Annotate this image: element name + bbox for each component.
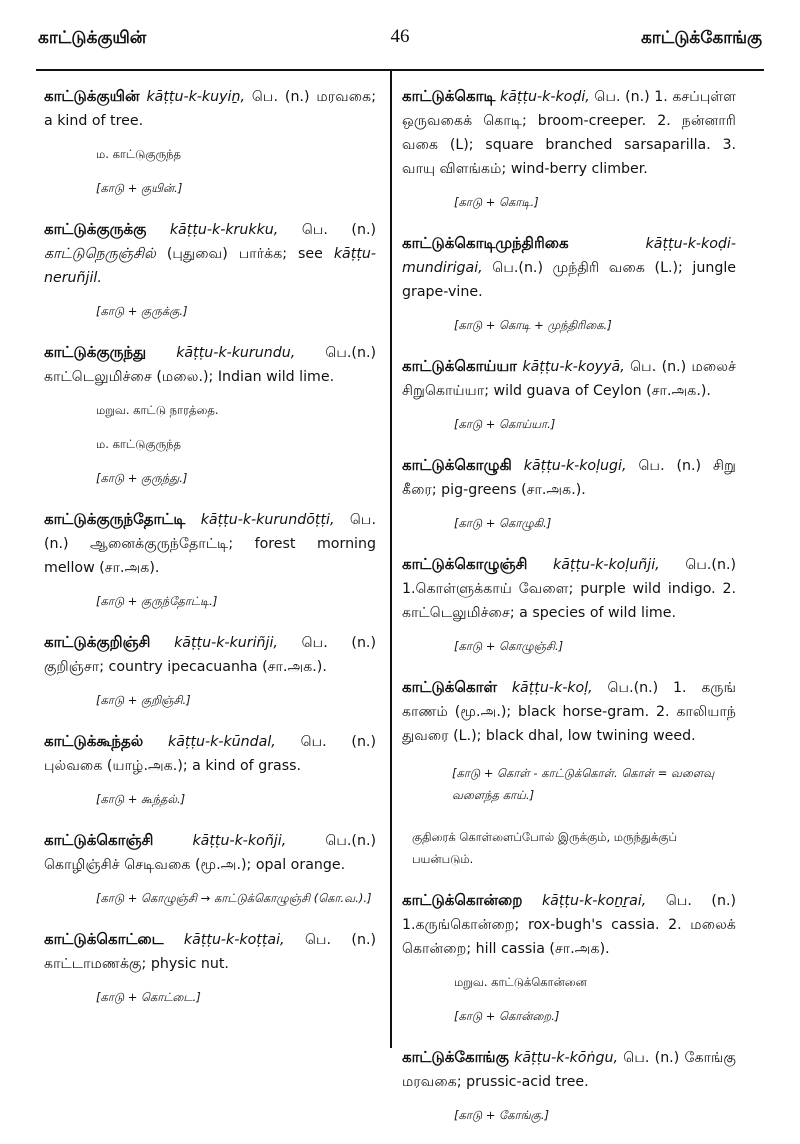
- entry-definition: பெ.(n.) முந்திரி வகை (L.); jungle grape-vine.: [402, 260, 737, 300]
- entry-definition: பெ. (n.) 1.கருங்கொன்றை; rox-bugh's cassia. 2. மலைக் கொன்றை; hill cassia (சா.அக).: [402, 893, 736, 957]
- etymology: [காடு + கொழுஞ்சி.]: [454, 639, 564, 653]
- entry: [402, 453, 736, 502]
- etymology: [காடு + கொழுகி.]: [454, 516, 552, 530]
- entry-transliteration: kāṭṭu-k-krukku,: [169, 222, 279, 238]
- entry-definition: பெ.(n.) 1. கருங் காணம் (மூ.அ.); black horse-gram. 2. காலியாந் துவரை (L.); black dhal, low twining weed.: [402, 680, 737, 744]
- etymology: [காடு + கொழுஞ்சி → காட்டுக்கொழுஞ்சி (கொ.வ.).]: [96, 891, 372, 905]
- etymology: [காடு + கொய்யா.]: [454, 417, 556, 431]
- entry-headword: காட்டுக்கூந்தல்: [44, 732, 144, 750]
- entry-transliteration: kāṭṭu-k-kuriñji,: [174, 635, 278, 651]
- entry-transliteration: kāṭṭu-k-koḷuñji,: [552, 557, 660, 573]
- entry: [44, 828, 376, 877]
- etymology: [காடு + குறிஞ்சி.]: [96, 693, 191, 707]
- entry-headword: காட்டுக்கோங்கு: [402, 1048, 509, 1066]
- entry-transliteration: kāṭṭu-k-koḷugi,: [523, 458, 627, 474]
- entry: [44, 217, 376, 290]
- entry-crossref: காட்டுநெருஞ்சில்: [44, 246, 156, 262]
- cognate-note: ம. காட்டுகுருந்த: [96, 437, 182, 451]
- entry: [44, 84, 376, 133]
- entry: [44, 927, 376, 976]
- etymology: [காடு + கொடி.]: [454, 195, 539, 209]
- page-number: 46: [390, 26, 410, 47]
- etymology: [காடு + கொன்றை.]: [454, 1009, 560, 1023]
- header-right-guideword: காட்டுக்கோங்கு: [640, 28, 762, 48]
- entry-definition: பெ. (n.) கோங்கு மரவகை; prussic-acid tree.: [402, 1050, 737, 1090]
- synonym-note: மறுவ. காட்டு நாரத்தை.: [96, 403, 219, 417]
- etymology: [காடு + கோங்கு.]: [454, 1108, 549, 1122]
- entry-headword: காட்டுக்குருக்கு: [44, 220, 147, 238]
- entry-transliteration: kāṭṭu-k-kūndal,: [167, 734, 276, 750]
- entry-headword: காட்டுக்கொடி: [402, 87, 496, 105]
- entry-transliteration: kāṭṭu-k-koḍi-mundirigai,: [402, 236, 736, 276]
- entry-definition: பெ. (n.) மலைச் சிறுகொய்யா; wild guava of Ceylon (சா.அக.).: [402, 359, 736, 399]
- entry-headword: காட்டுக்கொழுஞ்சி: [402, 555, 528, 573]
- etymology: [காடு + குயின்.]: [96, 181, 183, 195]
- entry: [402, 552, 736, 625]
- etymology: [காடு + குருக்கு.]: [96, 304, 188, 318]
- etymology: [காடு + கொள் - காட்டுக்கொள். கொள் = வளைவு வளைந்த காய்.]: [452, 766, 715, 802]
- entry: [402, 354, 736, 403]
- entry-definition: (புதுவை) பார்க்க; see: [166, 246, 323, 262]
- entry: [402, 888, 736, 961]
- etymology: [காடு + குருந்து.]: [96, 471, 188, 485]
- entry-headword: காட்டுக்கொஞ்சி: [44, 831, 154, 849]
- entry: [44, 729, 376, 778]
- cognate-note: ம. காட்டுகுருந்த: [96, 147, 182, 161]
- column-divider: [390, 71, 392, 1048]
- entry-definition: பெ. (n.) குறிஞ்சா; country ipecacuanha (சா.அக.).: [44, 635, 376, 675]
- entry-headword: காட்டுக்கொட்டை: [44, 930, 164, 948]
- entry: [44, 507, 376, 580]
- etymology: [காடு + கூந்தல்.]: [96, 792, 186, 806]
- entry-headword: காட்டுக்கொழுகி: [402, 456, 512, 474]
- entry: [402, 84, 736, 181]
- header-left-guideword: காட்டுக்குயின்: [38, 28, 147, 48]
- entry-transliteration: kāṭṭu-k-koyyā,: [522, 359, 625, 375]
- entry-definition: பெ.(n.) காட்டெலுமிச்சை (மலை.); Indian wild lime.: [44, 345, 376, 385]
- entry-headword: காட்டுக்குருந்தோட்டி: [44, 510, 186, 528]
- entry-transliteration: kāṭṭu-k-kurundōṭṭi,: [200, 512, 335, 528]
- entry-headword: காட்டுக்கொடிமுந்திரிகை: [402, 234, 569, 252]
- entry-transliteration: kāṭṭu-k-koñji,: [192, 833, 287, 849]
- entry-definition: பெ. (n.) மரவகை; a kind of tree.: [44, 89, 376, 129]
- entry-crossref-transliteration: kāṭṭu-neruñjil.: [44, 246, 376, 286]
- etymology: [காடு + கொடி + முந்திரிகை.]: [454, 318, 612, 332]
- entry-definition: பெ. (n.) புல்வகை (யாழ்.அக.); a kind of grass.: [44, 734, 376, 774]
- entry-definition: பெ. (n.): [301, 222, 376, 238]
- entry-definition: பெ. (n.) 1. கசப்புள்ள ஒருவகைக் கொடி; broom-creeper. 2. நன்னாரி வகை (L); square branched sarsaparilla. 3. வாயு விளங்கம்; wind-berry climber.: [402, 89, 736, 177]
- entry-definition: பெ.(n.) ஆனைக்குருந்தோட்டி; forest morning mellow (சா.அக).: [44, 512, 377, 576]
- entry-transliteration: kāṭṭu-k-kurundu,: [176, 345, 296, 361]
- entry-definition: பெ.(n.) 1.கொள்ளுக்காய் வேளை; purple wild indigo. 2. காட்டெலுமிச்சை; a species of wild lime.: [402, 557, 736, 621]
- entry-headword: காட்டுக்கொன்றை: [402, 891, 523, 909]
- entry-headword: காட்டுக்கொள்: [402, 678, 497, 696]
- entry-definition: பெ. (n.) சிறு கீரை; pig-greens (சா.அக.).: [402, 458, 737, 498]
- entry: [44, 630, 376, 679]
- left-column: [44, 84, 376, 1026]
- entry: [402, 1045, 736, 1094]
- entry: [402, 231, 736, 304]
- entry-headword: காட்டுக்கொய்யா: [402, 357, 518, 375]
- entry-headword: காட்டுக்குயின்: [44, 87, 140, 105]
- entry: [44, 340, 376, 389]
- right-column: [402, 84, 736, 1144]
- entry: [402, 675, 736, 748]
- usage-note: குதிரைக் கொள்ளைப்போல் இருக்கும், மருந்துக்குப் பயன்படும்.: [412, 830, 678, 866]
- entry-headword: காட்டுக்குருந்து: [44, 343, 147, 361]
- entry-transliteration: kāṭṭu-k-kuyiṉ,: [146, 89, 245, 105]
- entry-transliteration: kāṭṭu-k-koḍi,: [499, 89, 590, 105]
- synonym-note: மறுவ. காட்டுக்கொன்னை: [454, 975, 587, 989]
- etymology: [காடு + குருந்தோட்டி.]: [96, 594, 218, 608]
- entry-transliteration: kāṭṭu-k-koṭṭai,: [183, 932, 285, 948]
- entry-transliteration: kāṭṭu-k-koḷ,: [511, 680, 593, 696]
- entry-transliteration: kāṭṭu-k-kōṅgu,: [514, 1050, 618, 1066]
- page-header: [38, 18, 762, 58]
- entry-transliteration: kāṭṭu-k-koṉṟai,: [541, 893, 647, 909]
- header-rule: [36, 69, 764, 71]
- etymology: [காடு + கொட்டை.]: [96, 990, 201, 1004]
- entry-definition: பெ. (n.) காட்டாமணக்கு; physic nut.: [44, 932, 376, 972]
- entry-headword: காட்டுக்குறிஞ்சி: [44, 633, 151, 651]
- entry-definition: பெ.(n.) கொழிஞ்சிச் செடிவகை (மூ.அ.); opal orange.: [44, 833, 376, 873]
